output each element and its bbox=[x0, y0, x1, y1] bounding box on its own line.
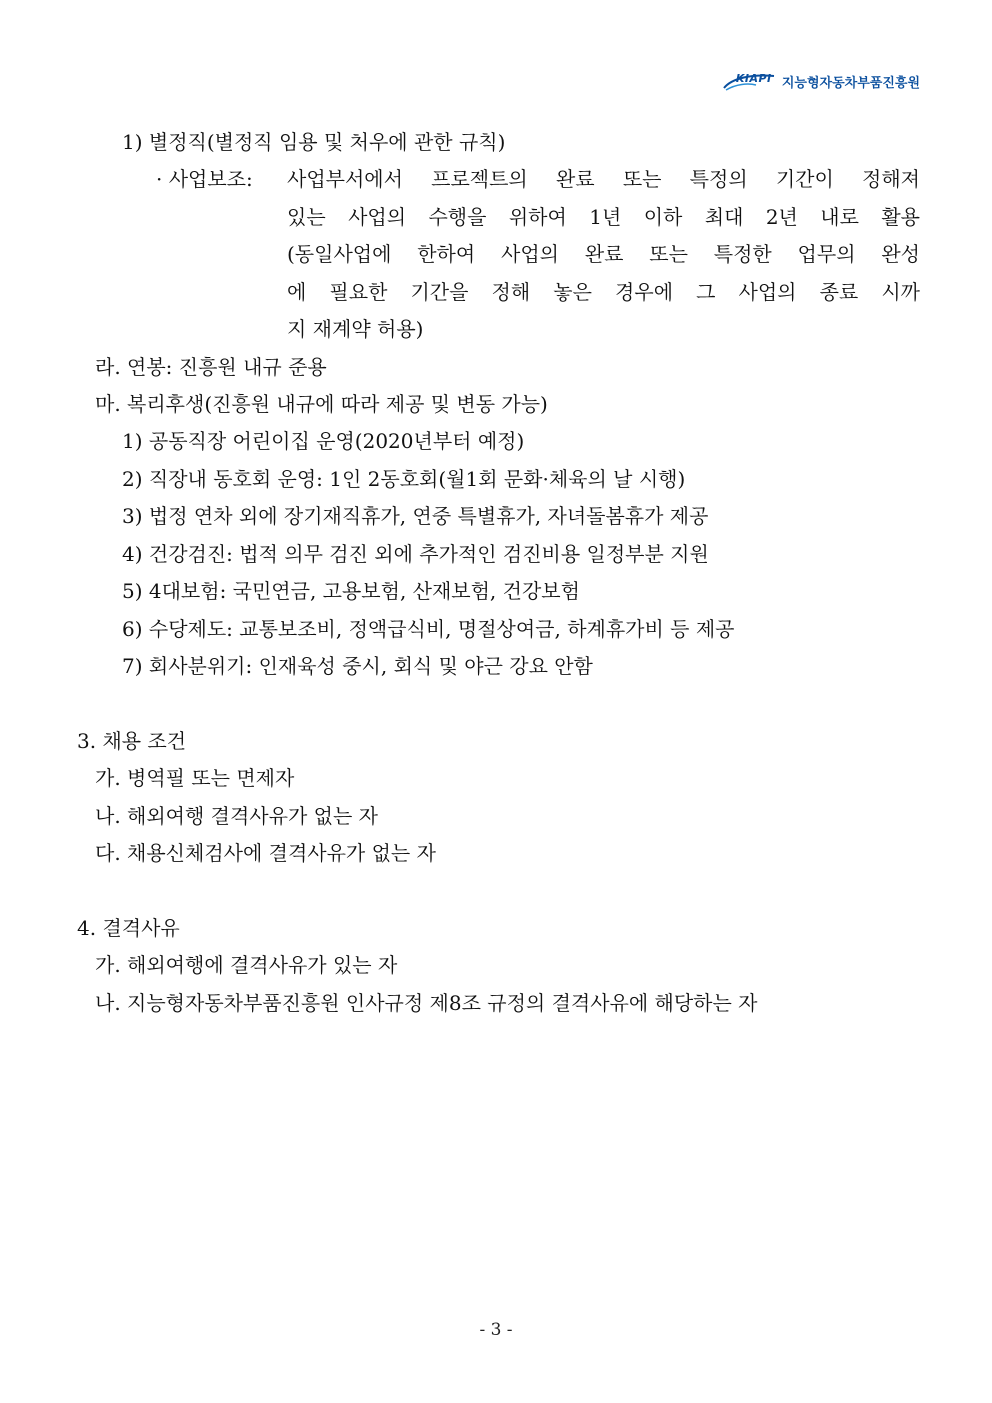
sub-text-line-4: 에 필요한 기간을 정해 놓은 경우에 그 사업의 종료 시까 bbox=[287, 280, 920, 304]
organization-name: 지능형자동차부품진흥원 bbox=[781, 75, 920, 91]
sub-text-line-5: 지 재계약 허용) bbox=[287, 317, 424, 341]
item-ma: 마. 복리후생(진흥원 내규에 따라 제공 및 변동 가능) bbox=[95, 392, 548, 416]
section-3-item-3: 다. 채용신체검사에 결격사유가 없는 자 bbox=[95, 841, 436, 865]
page-number: - 3 - bbox=[479, 1320, 513, 1340]
page-header bbox=[722, 70, 920, 92]
ma-item-3: 3) 법정 연차 외에 장기재직휴가, 연중 특별휴가, 자녀돌봄휴가 제공 bbox=[122, 504, 709, 528]
sub-text-line-2: 있는 사업의 수행을 위하여 1년 이하 최대 2년 내로 활용 bbox=[287, 205, 920, 229]
section-3-item-1: 가. 병역필 또는 면제자 bbox=[95, 766, 295, 790]
ma-item-6: 6) 수당제도: 교통보조비, 정액급식비, 명절상여금, 하계휴가비 등 제공 bbox=[122, 617, 735, 641]
ma-item-7: 7) 회사분위기: 인재육성 중시, 회식 및 야근 강요 안함 bbox=[122, 654, 593, 678]
kiapi-logo bbox=[722, 70, 776, 92]
section-3-item-2: 나. 해외여행 결격사유가 없는 자 bbox=[95, 804, 378, 828]
ma-item-1: 1) 공동직장 어린이집 운영(2020년부터 예정) bbox=[122, 429, 525, 453]
sub-label: · 사업보조: bbox=[156, 167, 253, 191]
section-3-title: 3. 채용 조건 bbox=[77, 729, 187, 753]
ma-item-4: 4) 건강검진: 법적 의무 검진 외에 추가적인 검진비용 일정부분 지원 bbox=[122, 542, 709, 566]
section-4-item-1: 가. 해외여행에 결격사유가 있는 자 bbox=[95, 953, 398, 977]
sub-text-line-3: (동일사업에 한하여 사업의 완료 또는 특정한 업무의 완성 bbox=[287, 242, 920, 266]
logo-text: KIAPI bbox=[735, 72, 772, 85]
item-ra: 라. 연봉: 진흥원 내규 준용 bbox=[95, 355, 327, 379]
section-4-item-2: 나. 지능형자동차부품진흥원 인사규정 제8조 규정의 결격사유에 해당하는 자 bbox=[95, 991, 758, 1015]
sub-text-line-1: 사업부서에서 프로젝트의 완료 또는 특정의 기간이 정해져 bbox=[287, 167, 920, 191]
ma-item-2: 2) 직장내 동호회 운영: 1인 2동호회(월1회 문화·체육의 날 시행) bbox=[122, 467, 686, 491]
section-1-title: 1) 별정직(별정직 임용 및 처우에 관한 규칙) bbox=[122, 130, 506, 154]
section-4-title: 4. 결격사유 bbox=[77, 916, 180, 940]
ma-item-5: 5) 4대보험: 국민연금, 고용보험, 산재보험, 건강보험 bbox=[122, 579, 580, 603]
